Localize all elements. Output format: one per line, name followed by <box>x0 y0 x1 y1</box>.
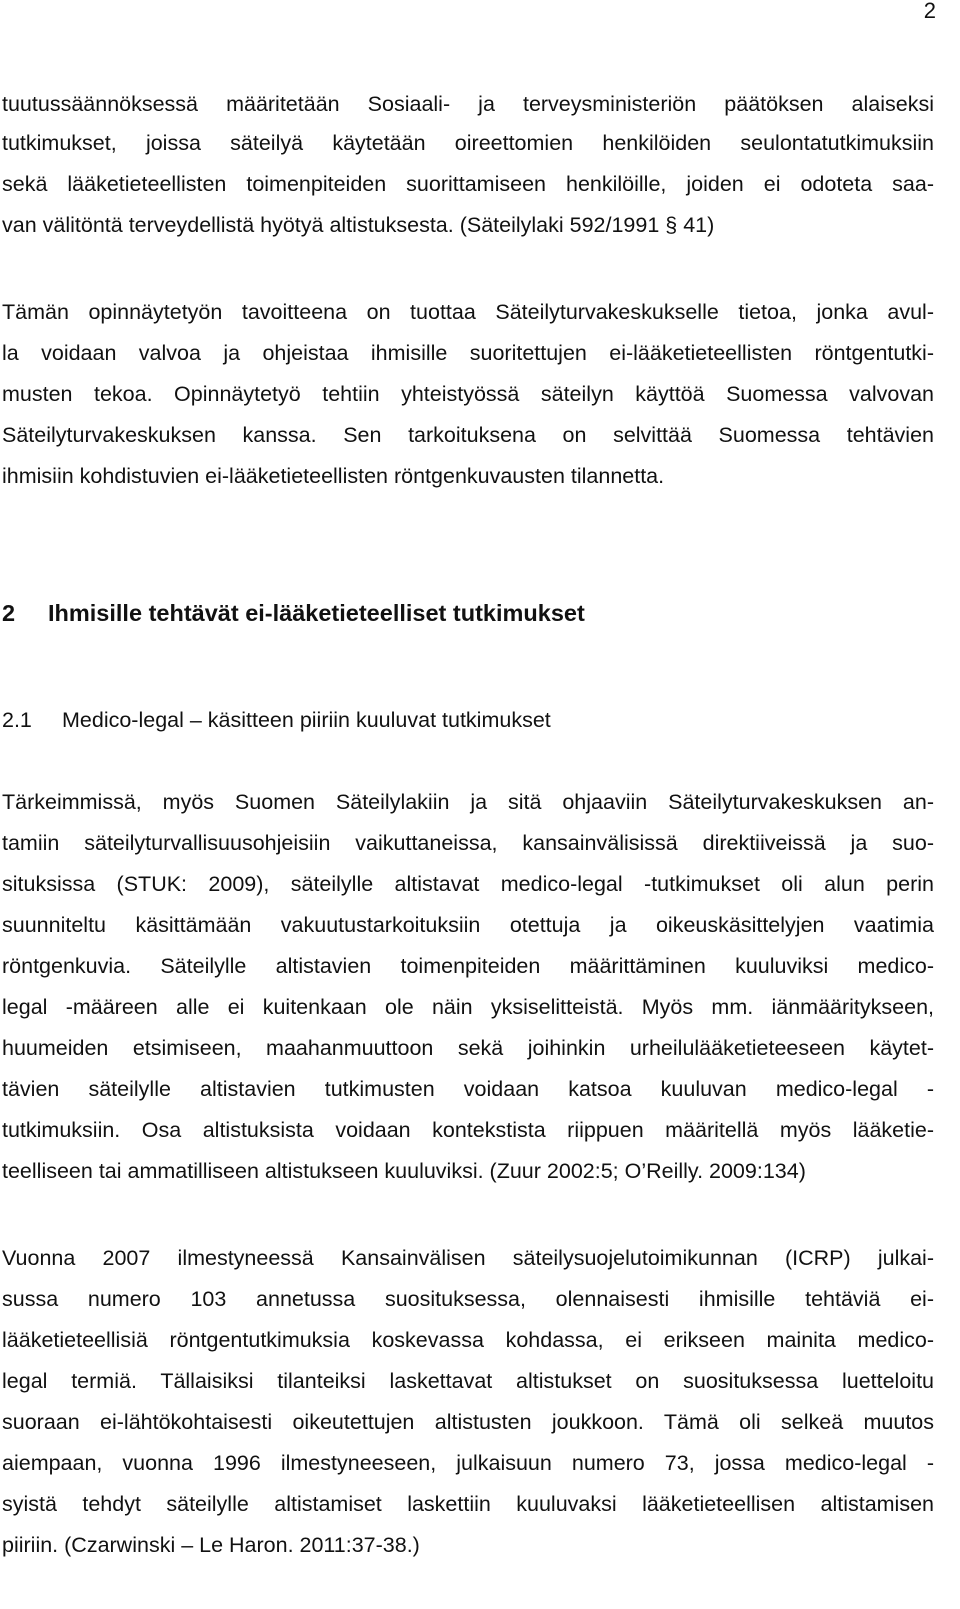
paragraph-3-line: tutkimuksiin. Osa altistuksista voidaan kontekstista riippuen määritellä myös lääketie- <box>2 1118 934 1142</box>
paragraph-2-line: musten tekoa. Opinnäytetyö tehtiin yhteistyössä säteilyn käyttöä Suomessa valvovan <box>2 382 934 406</box>
paragraph-2-line: Säteilyturvakeskuksen kanssa. Sen tarkoituksena on selvittää Suomessa tehtävien <box>2 423 934 447</box>
paragraph-4-line: legal termiä. Tällaisiksi tilanteiksi laskettavat altistukset on suosituksessa luetteloitu <box>2 1369 934 1393</box>
paragraph-3-line: huumeiden etsimiseen, maahanmuuttoon sekä joihinkin urheilulääketieteeseen käytet- <box>2 1036 934 1060</box>
paragraph-1-line: sekä lääketieteellisten toimenpiteiden suorittamiseen henkilöille, joiden ei odoteta saa- <box>2 172 934 196</box>
section-heading <box>2 599 585 627</box>
subsection-heading-title: Medico-legal – käsitteen piiriin kuuluvat tutkimukset <box>62 708 551 732</box>
paragraph-1-line: tuutussäännöksessä määritetään Sosiaali- ja terveysministeriön päätöksen alaiseksi <box>2 92 934 116</box>
paragraph-3-line: tamiin säteilyturvallisuusohjeisiin vaikuttaneissa, kansainvälisissä direktiiveissä ja suo- <box>2 831 934 855</box>
paragraph-4-line: sussa numero 103 annetussa suosituksessa, olennaisesti ihmisille tehtäviä ei- <box>2 1287 934 1311</box>
paragraph-2-line: la voidaan valvoa ja ohjeistaa ihmisille suoritettujen ei-lääketieteellisten röntgentutki- <box>2 341 934 365</box>
section-heading-title: Ihmisille tehtävät ei-lääketieteelliset tutkimukset <box>48 600 585 626</box>
paragraph-3-line: situksissa (STUK: 2009), säteilylle altistavat medico-legal -tutkimukset oli alun perin <box>2 872 934 896</box>
subsection-heading-number: 2.1 <box>2 708 32 732</box>
paragraph-2-line: ihmisiin kohdistuvien ei-lääketieteellisten röntgenkuvausten tilannetta. <box>2 464 665 488</box>
paragraph-4-line: lääketieteellisiä röntgentutkimuksia koskevassa kohdassa, ei erikseen mainita medico- <box>2 1328 934 1352</box>
paragraph-2-line: Tämän opinnäytetyön tavoitteena on tuottaa Säteilyturvakeskukselle tietoa, jonka avul- <box>2 300 934 324</box>
paragraph-4-line: Vuonna 2007 ilmestyneessä Kansainvälisen säteilysuojelutoimikunnan (ICRP) julkai- <box>2 1246 934 1270</box>
paragraph-3-line: röntgenkuvia. Säteilylle altistavien toimenpiteiden määrittäminen kuuluviksi medico- <box>2 954 934 978</box>
paragraph-3-line: Tärkeimmissä, myös Suomen Säteilylakiin ja sitä ohjaaviin Säteilyturvakeskuksen an- <box>2 790 934 814</box>
subsection-heading <box>2 707 551 733</box>
paragraph-1-line: van välitöntä terveydellistä hyötyä altistuksesta. (Säteilylaki 592/1991 § 41) <box>2 213 715 237</box>
paragraph-3-line: suunniteltu käsittämään vakuutustarkoituksiin otettuja ja oikeuskäsittelyjen vaatimia <box>2 913 934 937</box>
paragraph-3-line: teelliseen tai ammatilliseen altistukseen kuuluviksi. (Zuur 2002:5; O’Reilly. 2009:134) <box>2 1159 806 1183</box>
paragraph-3-line: tävien säteilylle altistavien tutkimusten voidaan katsoa kuuluvan medico-legal - <box>2 1077 934 1101</box>
paragraph-4-line: piiriin. (Czarwinski – Le Haron. 2011:37-38.) <box>2 1533 420 1557</box>
paragraph-4-line: syistä tehdyt säteilylle altistamiset laskettiin kuuluvaksi lääketieteellisen altistamisen <box>2 1492 934 1516</box>
paragraph-4-line: suoraan ei-lähtökohtaisesti oikeutettujen altistusten joukkoon. Tämä oli selkeä muutos <box>2 1410 934 1434</box>
paragraph-1-line: tutkimukset, joissa säteilyä käytetään oireettomien henkilöiden seulontatutkimuksiin <box>2 131 934 155</box>
section-heading-number: 2 <box>2 600 16 626</box>
paragraph-3-line: legal -määreen alle ei kuitenkaan ole näin yksiselitteistä. Myös mm. iänmääritykseen, <box>2 995 934 1019</box>
page-number: 2 <box>923 0 936 23</box>
paragraph-4-line: aiempaan, vuonna 1996 ilmestyneeseen, julkaisuun numero 73, jossa medico-legal - <box>2 1451 934 1475</box>
